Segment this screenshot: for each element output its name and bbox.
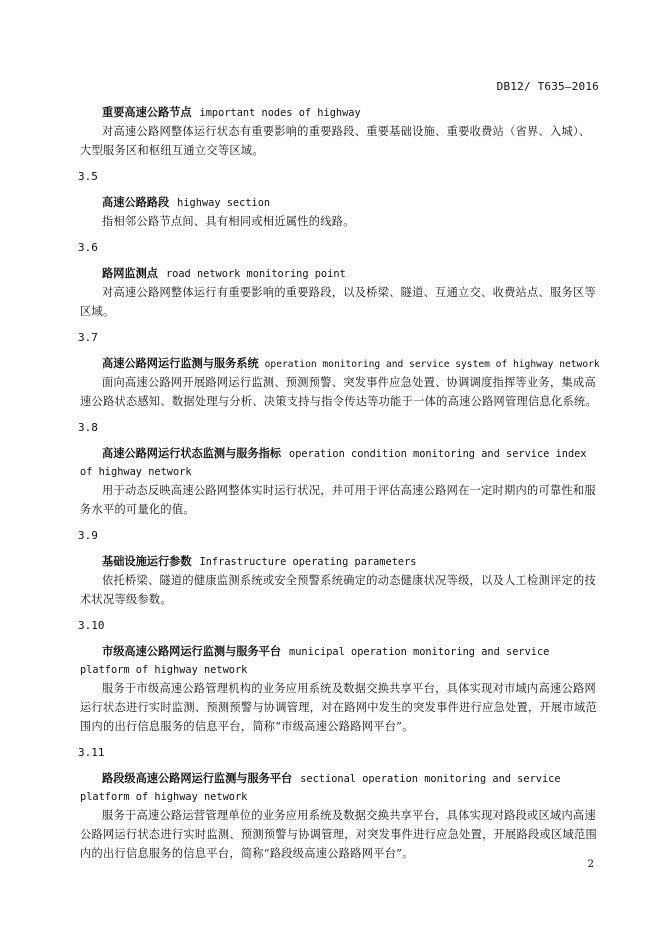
term-zh: 重要高速公路节点 <box>102 106 192 119</box>
term-definition: 指相邻公路节点间、具有相同或相近属性的线路。 <box>102 215 355 228</box>
term-en: operation condition monitoring and service index of highway network <box>80 448 587 478</box>
clause-number: 3.8 <box>78 421 98 434</box>
term-en: highway section <box>177 197 271 209</box>
clause-number: 3.11 <box>78 746 105 759</box>
term-en: important nodes of highway <box>199 107 361 119</box>
term-zh: 路网监测点 <box>102 267 158 280</box>
term-en: sectional operation monitoring and service platform of highway network <box>80 773 561 803</box>
term-en: road network monitoring point <box>165 268 346 280</box>
terms-section <box>80 104 600 863</box>
term-en: Infrastructure operating parameters <box>199 556 417 568</box>
term-zh: 高速公路网运行监测与服务系统 <box>102 357 259 370</box>
term-entry <box>80 241 600 321</box>
clause-number: 3.9 <box>78 529 98 542</box>
term-heading <box>102 355 600 373</box>
term-en: operation monitoring and service system of highway network <box>264 359 600 370</box>
term-zh: 高速公路网运行状态监测与服务指标 <box>102 447 282 460</box>
clause-number: 3.6 <box>78 241 98 254</box>
clause-number: 3.10 <box>78 619 105 632</box>
clause-number: 3.5 <box>78 170 98 183</box>
term-zh: 基础设施运行参数 <box>102 555 192 568</box>
term-heading <box>80 643 600 679</box>
term-heading <box>102 104 600 122</box>
term-zh: 路段级高速公路网运行监测与服务平台 <box>102 772 293 785</box>
term-definition: 用于动态反映高速公路网整体实时运行状况，并可用于评估高速公路网在一定时期内的可靠性和服务水平的可量化的值。 <box>80 484 596 516</box>
term-entry <box>80 331 600 411</box>
term-entry <box>80 421 600 519</box>
standard-code: DB12/ T635—2016 <box>496 80 599 93</box>
term-entry <box>80 104 600 160</box>
term-en: municipal operation monitoring and service platform of highway network <box>80 646 550 676</box>
page-number: 2 <box>587 858 594 870</box>
term-zh: 高速公路路段 <box>102 196 170 209</box>
clause-number: 3.7 <box>78 331 98 344</box>
term-definition: 依托桥梁、隧道的健康监测系统或安全预警系统确定的动态健康状况等级，以及人工检测评定的技术状况等级参数。 <box>80 574 596 606</box>
term-definition: 对高速公路网整体运行有重要影响的重要路段，以及桥梁、隧道、互通立交、收费站点、服务区等区域。 <box>80 286 596 318</box>
term-definition: 对高速公路网整体运行状态有重要影响的重要路段、重要基础设施、重要收费站（省界、入城）、大型服务区和枢纽互通立交等区域。 <box>80 125 591 157</box>
term-heading <box>80 770 600 806</box>
term-heading <box>102 553 600 571</box>
term-definition: 服务于市级高速公路管理机构的业务应用系统及数据交换共享平台，具体实现对市域内高速公路网运行状态进行实时监测、预测预警与协调管理，对在路网中发生的突发事件进行应急处置，开展市域范围内的出行信息服务的信息平台，简称“市级高速公路路网平台”。 <box>80 682 597 733</box>
term-heading <box>80 445 600 481</box>
term-definition: 面向高速公路网开展路网运行监测、预测预警、突发事件应急处置、协调调度指挥等业务，集成高速公路状态感知、数据处理与分析、决策支持与指令传达等功能于一体的高速公路网管理信息化系统。 <box>80 376 597 408</box>
term-entry <box>80 619 600 736</box>
term-entry <box>80 746 600 863</box>
term-heading <box>102 194 600 212</box>
term-heading <box>102 265 600 283</box>
term-zh: 市级高速公路网运行监测与服务平台 <box>102 645 282 658</box>
term-definition: 服务于高速公路运营管理单位的业务应用系统及数据交换共享平台，具体实现对路段或区域内高速公路网运行状态进行实时监测、预测预警与协调管理，对突发事件进行应急处置，开展路段或区域范围内的出行信息服务的信息平台，简称“路段级高速公路路网平台”。 <box>80 809 597 860</box>
term-entry <box>80 170 600 231</box>
term-entry <box>80 529 600 609</box>
